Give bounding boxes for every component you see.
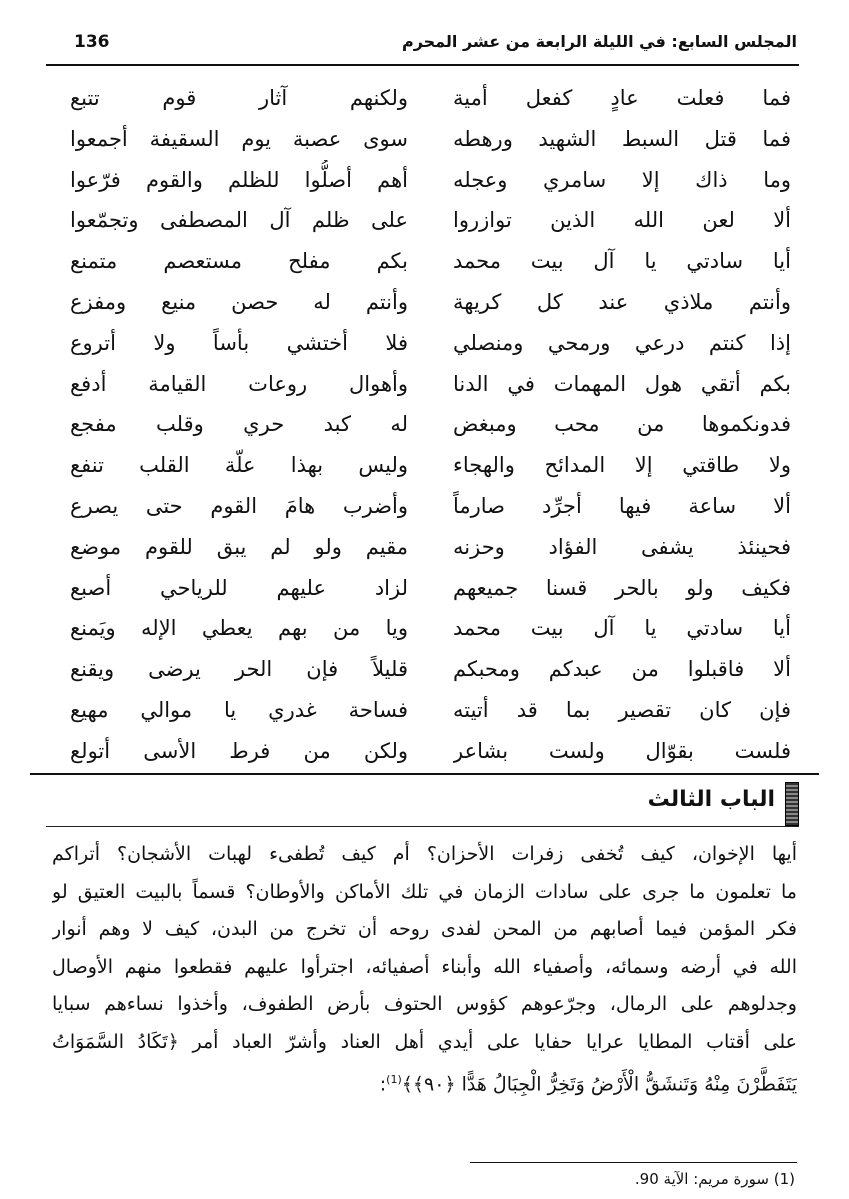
verse-second-hemistich: له كبد حري وقلب مفجع bbox=[70, 412, 408, 437]
poem-verse bbox=[70, 486, 791, 527]
verse-second-hemistich: لزاد عليهم للرياحي أصبع bbox=[70, 575, 408, 600]
poem-divider bbox=[30, 773, 819, 775]
chapter-divider bbox=[46, 826, 799, 827]
poem-verse bbox=[70, 78, 791, 119]
poem-verse bbox=[70, 119, 791, 160]
page-number: 136 bbox=[74, 32, 110, 52]
verse-first-hemistich: فكيف ولو بالحر قسنا جميعهم bbox=[453, 575, 791, 600]
verse-first-hemistich: أيا سادتي يا آل بيت محمد bbox=[453, 616, 791, 641]
verse-first-hemistich: وما ذاك إلا سامري وعجله bbox=[453, 167, 791, 192]
body-line-text: يَتَفَطَّرْنَ مِنْهُ وَتَنشَقُّ الْأَرْضُ وَتَخِرُّ الْجِبَالُ هَدًّا ﴿٩٠﴾﴾ bbox=[401, 1073, 797, 1096]
verse-second-hemistich: وأهوال روعات القيامة أدفع bbox=[70, 371, 408, 396]
poem-verse bbox=[70, 649, 791, 690]
verse-second-hemistich: فلا أختشي بأساً ولا أتروع bbox=[70, 330, 408, 355]
verse-second-hemistich: وليس بهذا علّة القلب تنفع bbox=[70, 453, 408, 478]
verse-first-hemistich: فدونكموها من محب ومبغض bbox=[453, 412, 791, 437]
verse-second-hemistich: وأضرب هامَ القوم حتى يصرع bbox=[70, 494, 408, 518]
poem-verse bbox=[70, 690, 791, 731]
footnote bbox=[635, 1170, 795, 1188]
body-line bbox=[52, 986, 797, 1024]
body-line bbox=[52, 949, 797, 987]
verse-second-hemistich: على ظلم آل المصطفى وتجمّعوا bbox=[70, 208, 408, 233]
poem-verse bbox=[70, 568, 791, 609]
verse-second-hemistich: ويا من بهم يعطي الإله ويَمنع bbox=[70, 616, 408, 641]
body-line-text: على أقتاب المطايا عرايا حفايا على أيدي أهل العناد وأشرّ العباد أمر ﴿تَكَادُ السَّمَوَاتُ bbox=[52, 1030, 797, 1053]
footnote-marker: (1) bbox=[773, 1170, 795, 1188]
body-line-suffix: : bbox=[379, 1073, 387, 1096]
poem-verse bbox=[70, 323, 791, 364]
verse-second-hemistich: ولكنهم آثار قوم تتبع bbox=[70, 86, 408, 110]
running-title: المجلس السابع: في الليلة الرابعة من عشر المحرم bbox=[401, 32, 797, 51]
body-line-text: فكر المؤمن فيما أصابهم من المحن لفدى روحه أن تخرج من البدن، كيف لا وهم أنوار bbox=[52, 918, 797, 940]
chapter-heading bbox=[609, 782, 799, 824]
poem-verse bbox=[70, 282, 791, 323]
verse-second-hemistich: بكم مفلح مستعصم متمنع bbox=[70, 249, 408, 274]
verse-first-hemistich: إذا كنتم درعي ورمحي ومنصلي bbox=[453, 330, 791, 355]
footnote-divider bbox=[470, 1162, 797, 1163]
verse-first-hemistich: فإن كان تقصير بما قد أتيته bbox=[453, 698, 791, 722]
chapter-marker-bar bbox=[785, 782, 799, 826]
poem-verse bbox=[70, 364, 791, 405]
verse-first-hemistich: ألا لعن الله الذين توازروا bbox=[453, 208, 791, 233]
body-line-text: الله في أرضه وسمائه، وأصفياء الله وأبناء أصفيائه، اجترأوا عليهم فقطعوا منهم الأوصال bbox=[52, 955, 797, 978]
body-line-text: ما تعلمون ما جرى على سادات الزمان في تلك الأماكن والأوطان؟ قسماً بالبيت العتيق لو bbox=[52, 880, 797, 903]
poem-verse bbox=[70, 241, 791, 282]
footnote-reference: (1) bbox=[386, 1073, 402, 1086]
body-line-text: وجدلوهم على الرمال، وجرّعوهم كؤوس الحتوف بأرض الطفوف، وأخذوا نساءهم سبايا bbox=[52, 993, 797, 1015]
verse-second-hemistich: سوى عصبة يوم السقيفة أجمعوا bbox=[70, 126, 408, 151]
body-line bbox=[52, 874, 797, 912]
verse-first-hemistich: ألا ساعة فيها أجرِّد صارماً bbox=[453, 494, 791, 518]
body-line bbox=[52, 1024, 797, 1062]
verse-first-hemistich: بكم أتقي هول المهمات في الدنا bbox=[453, 371, 791, 396]
verse-first-hemistich: أيا سادتي يا آل بيت محمد bbox=[453, 249, 791, 274]
footnote-text: سورة مريم: الآية 90. bbox=[634, 1170, 769, 1188]
poem-verse bbox=[70, 445, 791, 486]
chapter-title: الباب الثالث bbox=[647, 787, 775, 812]
verse-second-hemistich: مقيم ولو لم يبق للقوم موضع bbox=[70, 534, 408, 559]
verse-second-hemistich: قليلاً فإن الحر يرضى ويقنع bbox=[70, 657, 408, 682]
verse-second-hemistich: وأنتم له حصن منيع ومفزع bbox=[70, 290, 408, 314]
verse-second-hemistich: ولكن من فرط الأسى أتولع bbox=[70, 738, 408, 763]
verse-first-hemistich: فلست بقوّال ولست بشاعر bbox=[453, 738, 791, 763]
verse-first-hemistich: فحينئذ يشفى الفؤاد وحزنه bbox=[453, 534, 791, 559]
body-paragraph bbox=[52, 836, 797, 1099]
body-line bbox=[52, 911, 797, 949]
page-header bbox=[46, 28, 799, 66]
poem-verse bbox=[70, 404, 791, 445]
poem-verse bbox=[70, 731, 791, 772]
verse-first-hemistich: وأنتم ملاذي عند كل كريهة bbox=[453, 290, 791, 314]
poem bbox=[70, 78, 791, 773]
body-line bbox=[52, 836, 797, 874]
verse-first-hemistich: ألا فاقبلوا من عبدكم ومحبكم bbox=[453, 657, 791, 682]
poem-verse bbox=[70, 608, 791, 649]
body-line bbox=[52, 1061, 797, 1099]
verse-second-hemistich: فساحة غدري يا موالي مهيع bbox=[70, 698, 408, 722]
verse-first-hemistich: فما قتل السبط الشهيد ورهطه bbox=[453, 126, 791, 151]
poem-verse bbox=[70, 200, 791, 241]
poem-verse bbox=[70, 160, 791, 201]
verse-first-hemistich: فما فعلت عادٍ كفعل أمية bbox=[453, 86, 791, 110]
verse-first-hemistich: ولا طاقتي إلا المدائح والهجاء bbox=[453, 453, 791, 478]
body-line-text: أيها الإخوان، كيف تُخفى زفرات الأحزان؟ أم كيف تُطفىء لهبات الأشجان؟ أتراكم bbox=[52, 843, 797, 865]
poem-verse bbox=[70, 527, 791, 568]
verse-second-hemistich: أهم أصلُّوا للظلم والقوم فرّعوا bbox=[70, 167, 408, 192]
